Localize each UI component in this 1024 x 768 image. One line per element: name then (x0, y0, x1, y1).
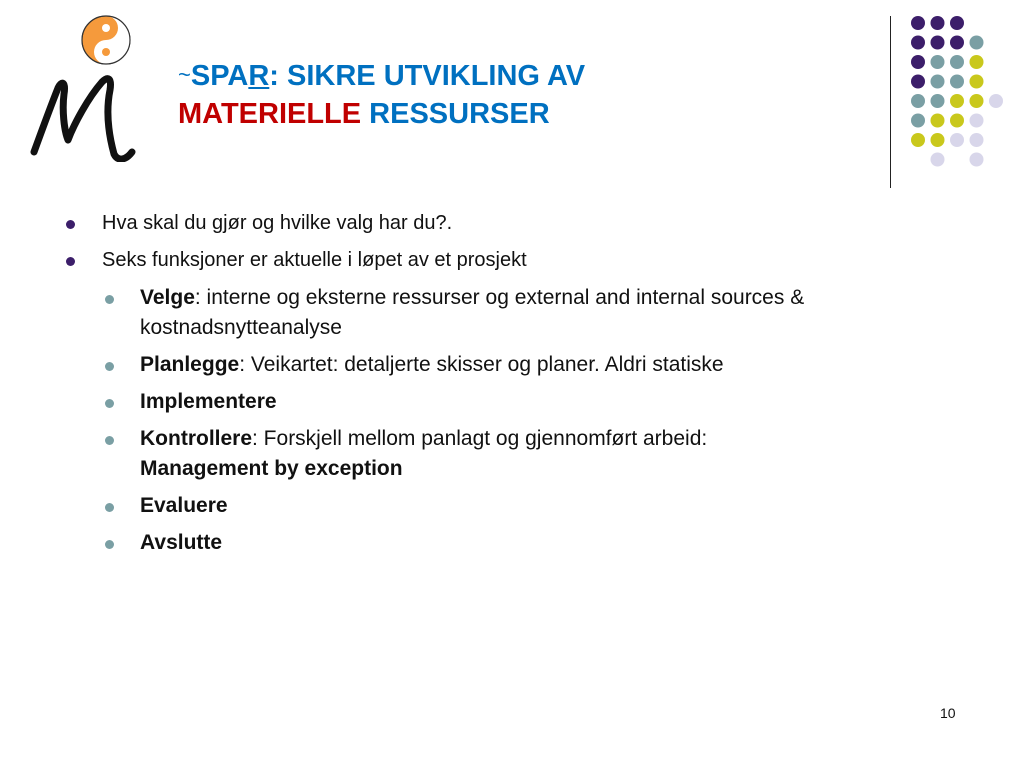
function-term: Velge (140, 286, 195, 309)
decor-dot (911, 55, 925, 69)
page-number: 10 (940, 705, 956, 721)
function-term: Implementere (140, 390, 277, 413)
title-ressurser: RESSURSER (361, 98, 550, 130)
function-item (102, 424, 942, 484)
title-line-2 (178, 96, 585, 132)
bullet-text: Hva skal du gjør og hvilke valg har du?. (102, 212, 453, 234)
decor-dot (970, 55, 984, 69)
function-item (102, 528, 942, 558)
bullet-item (62, 208, 942, 238)
function-term: Avslutte (140, 531, 223, 554)
sub-bullet-dot-icon (105, 540, 114, 549)
decor-dot (950, 16, 964, 30)
decor-dot (911, 75, 925, 89)
title-line-1 (178, 58, 585, 96)
decor-dot (950, 55, 964, 69)
bullet-item (62, 245, 942, 558)
title-tilde: ~ (178, 62, 191, 87)
function-item (102, 387, 942, 417)
decor-dot (970, 75, 984, 89)
decor-dot (950, 94, 964, 108)
decor-dot (931, 55, 945, 69)
function-item (102, 350, 942, 380)
decor-dot (911, 114, 925, 128)
sub-bullet-dot-icon (105, 362, 114, 371)
sub-bullet-dot-icon (105, 295, 114, 304)
decor-dot (911, 16, 925, 30)
title-materielle: MATERIELLE (178, 98, 362, 130)
decor-dot (931, 153, 945, 167)
bullet-dot-icon (66, 257, 75, 266)
yin-yang-m-logo-icon (28, 12, 140, 162)
decor-dot (931, 94, 945, 108)
function-desc: : Forskjell mellom panlagt og gjennomført arbeid: (252, 427, 708, 450)
function-desc: : interne og eksterne ressurser og external and internal sources & kostnadsnytteanalyse (140, 286, 805, 339)
bullet-text: Seks funksjoner er aktuelle i løpet av et prosjekt (102, 249, 527, 271)
function-desc: : Veikartet: detaljerte skisser og planer. Aldri statiske (239, 353, 724, 376)
decor-dot (931, 16, 945, 30)
function-term: Kontrollere (140, 427, 253, 450)
decor-dot (911, 36, 925, 50)
decor-dot (911, 133, 925, 147)
function-term: Evaluere (140, 494, 228, 517)
bullet-dot-icon (66, 220, 75, 229)
decor-dot (931, 75, 945, 89)
title-line1-rest: : SIKRE UTVIKLING AV (269, 60, 586, 92)
sub-bullet-dot-icon (105, 436, 114, 445)
title-spa: SPA (190, 60, 249, 92)
functions-list (102, 283, 942, 558)
decorative-dot-grid (900, 12, 1010, 172)
slide-title (178, 58, 585, 132)
function-item (102, 491, 942, 521)
decor-dot (970, 153, 984, 167)
decor-dot (989, 94, 1003, 108)
decor-dot (970, 36, 984, 50)
divider-line (890, 16, 891, 188)
function-item (102, 283, 942, 343)
sub-bullet-dot-icon (105, 503, 114, 512)
decor-dot (950, 36, 964, 50)
sub-bullet-dot-icon (105, 399, 114, 408)
decor-dot (970, 94, 984, 108)
title-r: R (248, 60, 270, 92)
decor-dot (931, 36, 945, 50)
decor-dot (950, 75, 964, 89)
content-list (62, 208, 942, 565)
decor-dot (931, 114, 945, 128)
decor-dot (950, 133, 964, 147)
decor-dot (970, 114, 984, 128)
function-term: Planlegge (140, 353, 240, 376)
decor-dot (950, 114, 964, 128)
decor-dot (931, 133, 945, 147)
decor-dot (970, 133, 984, 147)
function-extra: Management by exception (140, 457, 403, 480)
decor-dot (911, 94, 925, 108)
